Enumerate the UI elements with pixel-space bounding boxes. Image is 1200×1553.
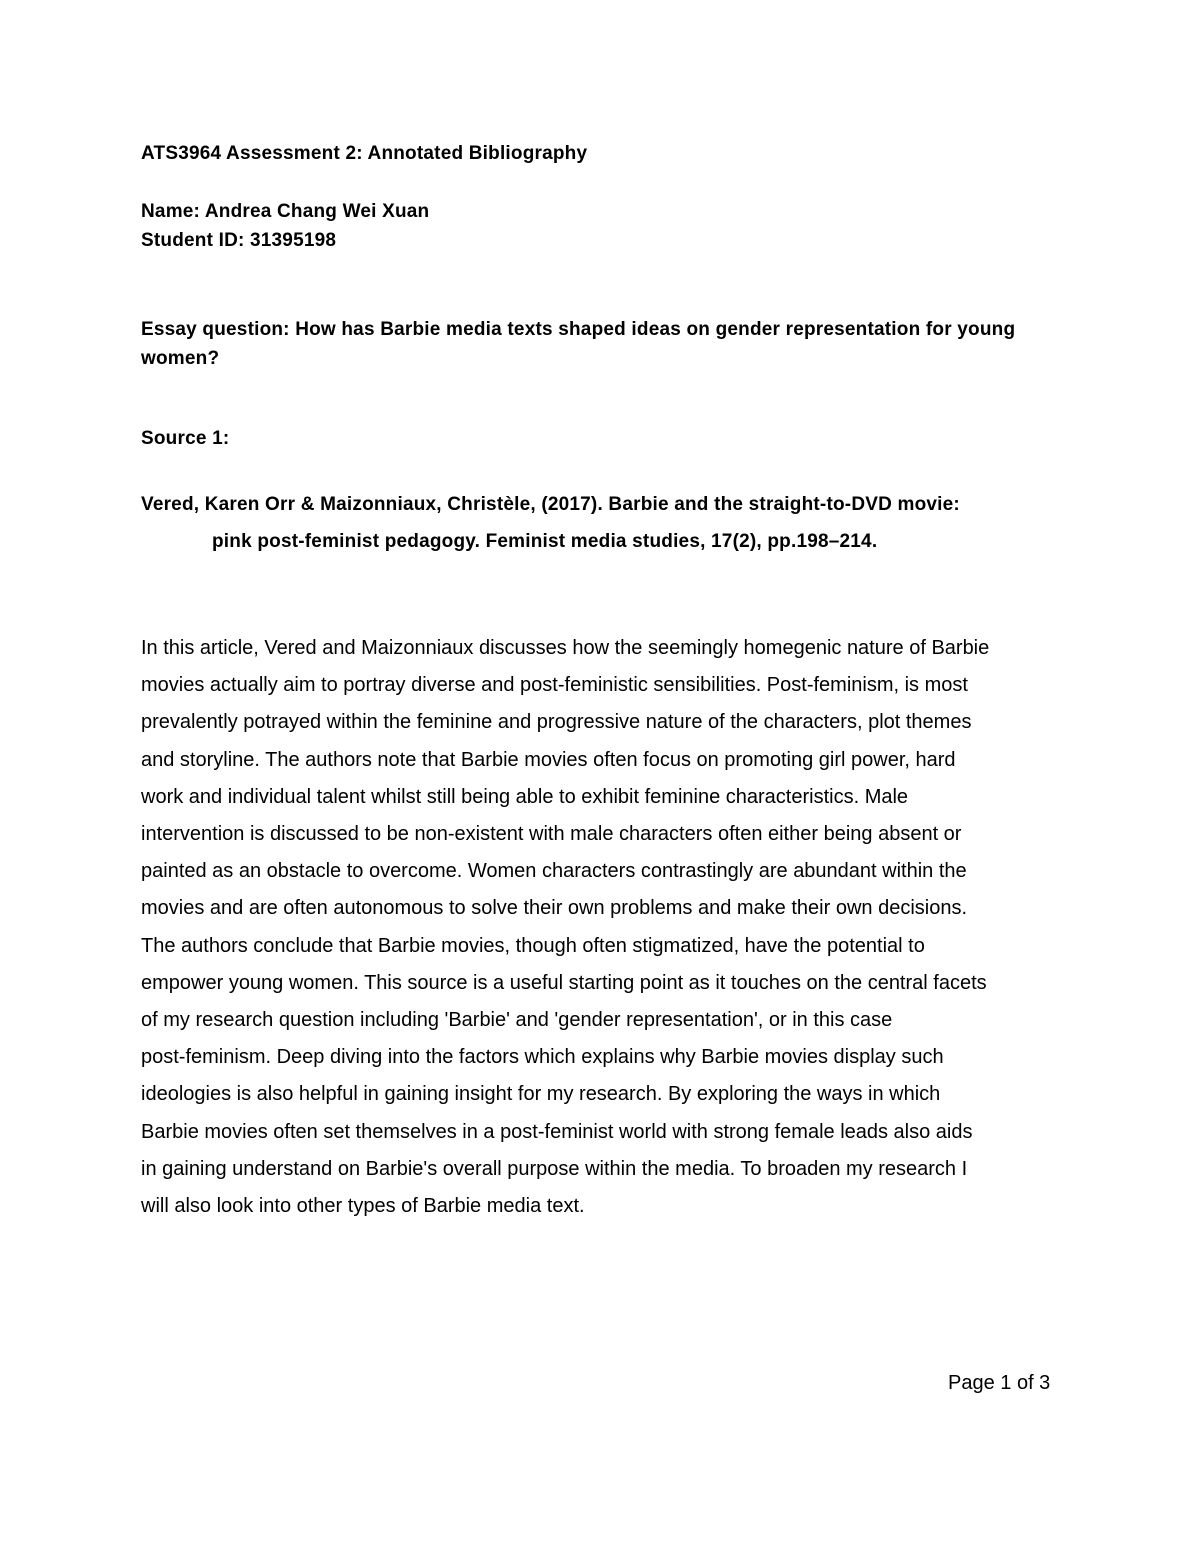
- citation: [141, 486, 1061, 560]
- essay-question: Essay question: How has Barbie media texts shaped ideas on gender representation for young women?: [141, 319, 1016, 369]
- annotation-line: intervention is discussed to be non-existent with male characters often either being absent or: [141, 823, 962, 846]
- annotation-line: will also look into other types of Barbie media text.: [141, 1195, 585, 1218]
- annotation-line: in gaining understand on Barbie's overall purpose within the media. To broaden my research I: [141, 1157, 968, 1180]
- annotation-line: movies actually aim to portray diverse and post-feministic sensibilities. Post-feminism, is most: [141, 674, 968, 697]
- annotation-line: In this article, Vered and Maizonniaux discusses how the seemingly homegenic nature of Barbie: [141, 637, 990, 659]
- annotation-line: and storyline. The authors note that Barbie movies often focus on promoting girl power, hard: [141, 748, 956, 771]
- page-number: Page 1 of 3: [948, 1372, 1051, 1394]
- annotation-paragraph: [141, 630, 1066, 1225]
- document-title: ATS3964 Assessment 2: Annotated Bibliography: [141, 143, 588, 164]
- annotation-line: painted as an obstacle to overcome. Women characters contrastingly are abundant within the: [141, 860, 967, 883]
- student-id: Student ID: 31395198: [141, 230, 337, 251]
- annotation-line: movies and are often autonomous to solve their own problems and make their own decisions.: [141, 897, 968, 920]
- citation-line-1: Vered, Karen Orr & Maizonniaux, Christèle, (2017). Barbie and the straight-to-DVD movie:: [141, 494, 960, 515]
- annotation-line: work and individual talent whilst still being able to exhibit feminine characteristics. Male: [141, 785, 909, 808]
- annotation-line: of my research question including 'Barbie' and 'gender representation', or in this case: [141, 1009, 893, 1032]
- annotation-line: prevalently potrayed within the feminine and progressive nature of the characters, plot themes: [141, 711, 972, 734]
- annotation-line: ideologies is also helpful in gaining insight for my research. By exploring the ways in which: [141, 1083, 941, 1106]
- annotation-line: empower young women. This source is a useful starting point as it touches on the central facets: [141, 971, 987, 994]
- annotation-line: Barbie movies often set themselves in a post-feminist world with strong female leads also aids: [141, 1120, 973, 1143]
- student-name: Name: Andrea Chang Wei Xuan: [141, 201, 430, 222]
- annotation-line: post-feminism. Deep diving into the factors which explains why Barbie movies display such: [141, 1046, 944, 1069]
- annotation-line: The authors conclude that Barbie movies, though often stigmatized, have the potential to: [141, 934, 925, 957]
- source-heading: Source 1:: [141, 428, 230, 449]
- citation-line-2: pink post-feminist pedagogy. Feminist media studies, 17(2), pp.198–214.: [212, 531, 878, 552]
